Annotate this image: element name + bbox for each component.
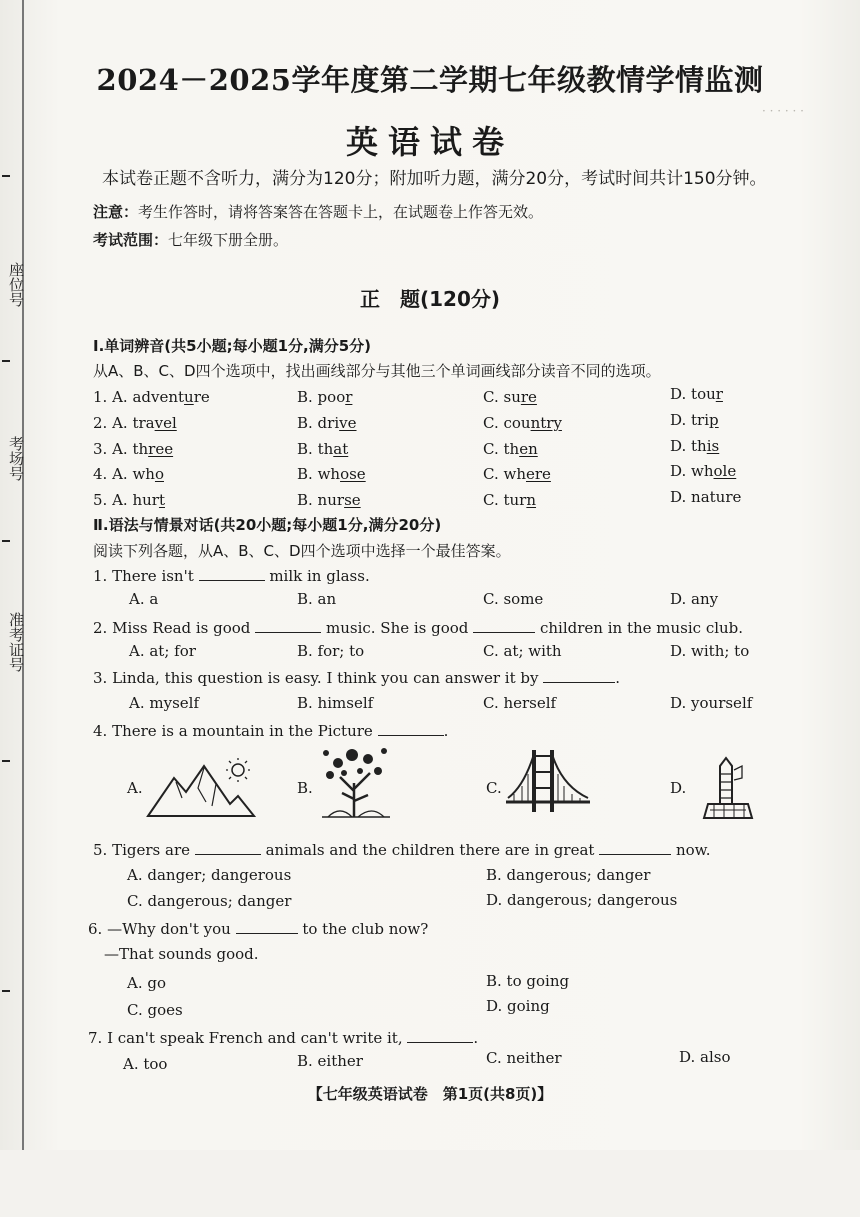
answer-blank <box>407 1028 473 1043</box>
question-1-stem: 1. There isn't milk in glass. <box>93 567 370 585</box>
option-a: 5. A. hurt <box>93 491 165 509</box>
option-b: B. poor <box>297 388 353 406</box>
exam-range: 考试范围：七年级下册全册。 <box>93 231 289 249</box>
question-4-stem: 4. There is a mountain in the Picture . <box>93 722 449 740</box>
option-c: C. neither <box>486 1049 562 1067</box>
option-c: C. goes <box>127 1001 183 1019</box>
seat-number-label: 座位号 <box>7 262 25 307</box>
option-d: D. with; to <box>670 642 750 660</box>
option-b: B. nurse <box>297 491 361 509</box>
option-a: A. danger; dangerous <box>127 866 292 884</box>
part-title: 正 题(120分) <box>359 287 501 311</box>
answer-blank <box>236 919 298 934</box>
option-d: D. yourself <box>670 694 753 712</box>
option-d: D. trip <box>670 411 719 429</box>
option-a: 4. A. who <box>93 465 164 483</box>
option-d: D. nature <box>670 488 742 506</box>
answer-blank <box>195 840 261 855</box>
answer-blank <box>199 566 265 581</box>
answer-blank <box>599 840 671 855</box>
option-a: A. at; for <box>129 642 196 660</box>
exam-room-label: 考场号 <box>7 436 25 481</box>
option-b: B. himself <box>297 694 374 712</box>
option-b: B. to going <box>486 972 570 990</box>
answer-blank <box>543 668 615 683</box>
question-6-reply: —That sounds good. <box>104 945 259 963</box>
section2-title: Ⅱ.语法与情景对话(共20小题;每小题1分,满分20分) <box>93 516 442 534</box>
option-c: C. herself <box>483 694 557 712</box>
option-c: C. sure <box>483 388 537 406</box>
option-a: 2. A. travel <box>93 414 177 432</box>
binding-line <box>22 0 24 1150</box>
option-b: B. either <box>297 1052 363 1070</box>
fill-line <box>2 760 10 762</box>
tower-picture <box>700 752 756 822</box>
mountain-picture <box>146 758 256 820</box>
option-b: B. for; to <box>297 642 365 660</box>
fill-line <box>2 360 10 362</box>
admission-number-label: 准考证号 <box>7 612 25 672</box>
fill-line <box>2 990 10 992</box>
question-3-stem: 3. Linda, this question is easy. I think you can answer it by . <box>93 669 621 687</box>
option-a: A. go <box>127 974 167 992</box>
question-5-stem: 5. Tigers are animals and the children there are in great now. <box>93 841 711 859</box>
option-c: C. <box>486 779 502 797</box>
option-c: C. dangerous; danger <box>127 892 292 910</box>
option-b: B. that <box>297 440 349 458</box>
exam-note: 注意：考生作答时，请将答案答在答题卡上，在试题卷上作答无效。 <box>93 203 544 221</box>
option-a: A. a <box>129 590 159 608</box>
option-d: D. also <box>679 1048 731 1066</box>
exam-intro: 本试卷正题不含听力，满分为120分；附加听力题，满分20分，考试时间共计150分钟。 <box>102 169 767 189</box>
option-d: D. this <box>670 437 720 455</box>
answer-blank <box>255 618 321 633</box>
option-b: B. whose <box>297 465 366 483</box>
page-footer: 【七年级英语试卷 第1页(共8页)】 <box>307 1085 553 1103</box>
option-c: C. then <box>483 440 538 458</box>
option-c: C. at; with <box>483 642 562 660</box>
option-b: B. dangerous; danger <box>486 866 651 884</box>
option-c: C. some <box>483 590 544 608</box>
binding-margin <box>0 0 40 1150</box>
tree-picture <box>318 743 394 821</box>
bleed-through: · · · · · · <box>762 104 804 118</box>
option-d: D. <box>670 779 687 797</box>
bridge-picture <box>506 746 590 814</box>
section2-instruction: 阅读下列各题，从A、B、C、D四个选项中选择一个最佳答案。 <box>93 542 511 560</box>
question-6-stem: 6. —Why don't you to the club now? <box>88 920 429 938</box>
answer-blank <box>473 618 535 633</box>
option-c: C. where <box>483 465 551 483</box>
section1-title: Ⅰ.单词辨音(共5小题;每小题1分,满分5分) <box>93 337 371 355</box>
fill-line <box>2 175 10 177</box>
option-c: C. country <box>483 414 562 432</box>
option-a: A. myself <box>129 694 199 712</box>
exam-title: 2024－2025学年度第二学期七年级教情学情监测 <box>96 63 764 97</box>
option-d: D. dangerous; dangerous <box>486 891 678 909</box>
question-2-stem: 2. Miss Read is good music. She is good children in the music club. <box>93 619 744 637</box>
option-a: 3. A. three <box>93 440 174 458</box>
option-d: D. any <box>670 590 719 608</box>
exam-subject: 英语试卷 <box>345 123 514 161</box>
option-a: 1. A. adventure <box>93 388 210 406</box>
option-b: B. <box>297 779 313 797</box>
option-b: B. drive <box>297 414 357 432</box>
option-d: D. going <box>486 997 550 1015</box>
option-c: C. turn <box>483 491 537 509</box>
section1-instruction: 从A、B、C、D四个选项中，找出画线部分与其他三个单词画线部分读音不同的选项。 <box>93 362 661 380</box>
option-b: B. an <box>297 590 337 608</box>
option-d: D. tour <box>670 385 723 403</box>
fill-line <box>2 540 10 542</box>
answer-blank <box>378 721 444 736</box>
option-a: A. too <box>123 1055 168 1073</box>
option-d: D. whole <box>670 462 737 480</box>
question-7-stem: 7. I can't speak French and can't write it, . <box>88 1029 479 1047</box>
option-a: A. <box>127 779 143 797</box>
